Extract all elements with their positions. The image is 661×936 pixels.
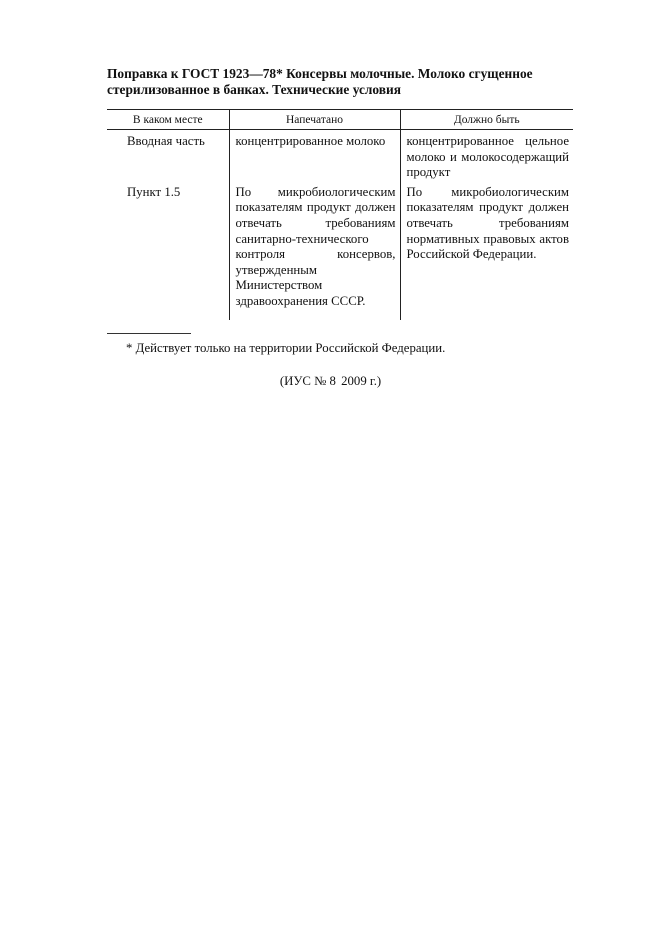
correction-table bbox=[107, 109, 573, 320]
cell-should-be: концентрированное цельное молоко и молокосодержащий продукт bbox=[400, 130, 573, 181]
header-place: В каком месте bbox=[107, 110, 229, 130]
ius-label: (ИУС № 8 bbox=[279, 374, 336, 388]
cell-place: Вводная часть bbox=[127, 134, 205, 148]
header-printed: Напечатано bbox=[229, 110, 400, 130]
footnote: * Действует только на территории Российской Федерации. bbox=[126, 341, 446, 355]
footnote-divider bbox=[107, 333, 191, 334]
table-row bbox=[107, 181, 573, 320]
header-should-be: Должно быть bbox=[400, 110, 573, 130]
ius-year: 2009 г.) bbox=[341, 374, 382, 388]
table-row bbox=[107, 130, 573, 181]
cell-should-be: По микробиологическим показателям продукт должен отвечать требованиям нормативных правовых актов Российской Федерации. bbox=[400, 181, 573, 320]
document-title: Поправка к ГОСТ 1923—78* Консервы молочные. Молоко сгущенное стерилизованное в банках. Технические условия bbox=[107, 66, 533, 97]
cell-printed: По микробиологическим показателям продукт должен отвечать требованиям санитарно-технического контроля консервов, утвержденным Министерством здравоохранения СССР. bbox=[229, 181, 400, 320]
ius-reference bbox=[0, 373, 661, 389]
cell-printed: концентрированное молоко bbox=[229, 130, 400, 181]
cell-place: Пункт 1.5 bbox=[127, 184, 181, 199]
table-header-row bbox=[107, 110, 573, 130]
